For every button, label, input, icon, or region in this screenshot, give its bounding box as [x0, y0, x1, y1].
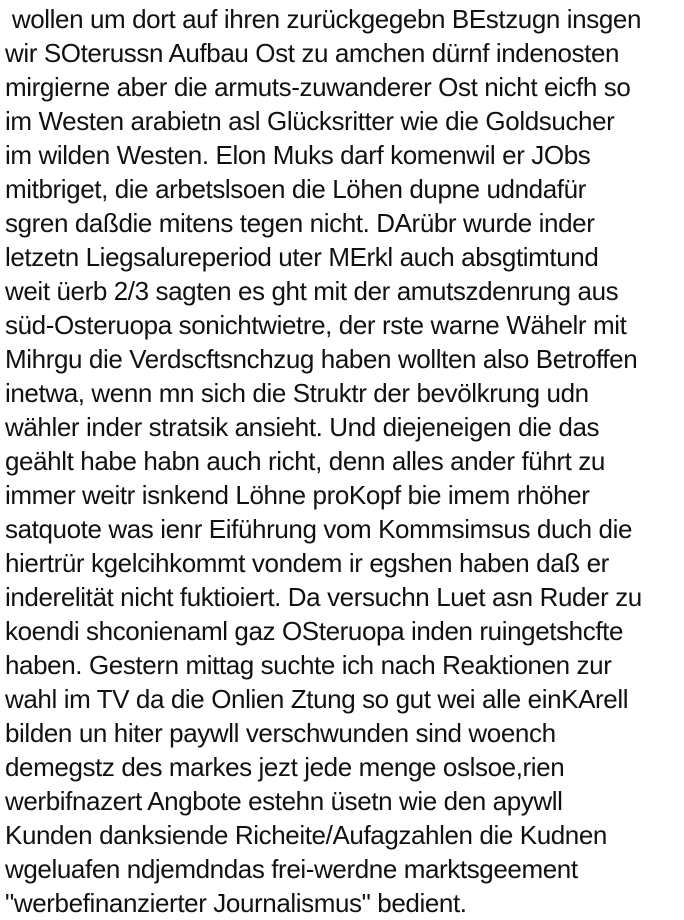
text-line: "werbefinanzierter Journalismus" bedient.: [5, 888, 467, 918]
text-line: wir SOterussn Aufbau Ost zu amchen dürnf indenosten: [5, 38, 620, 68]
text-line: wgeluafen ndjemdndas frei-werdne marktsgeement: [5, 854, 578, 884]
text-line: im Westen arabietn asl Glücksritter wie die Goldsucher: [5, 106, 615, 136]
text-line: koendi shconienaml gaz OSteruopa inden ruingetshcfte: [5, 616, 624, 646]
text-line: geählt habe habn auch richt, denn alles ander führt zu: [5, 446, 605, 476]
text-line: wollen um dort auf ihren zurückgegebn BEstzugn insgen: [5, 4, 642, 34]
text-line: im wilden Westen. Elon Muks darf komenwil er JObs: [5, 140, 591, 170]
text-line: inetwa, wenn mn sich die Struktr der bevölkrung udn: [5, 378, 589, 408]
text-line: wähler inder stratsik ansieht. Und diejeneigen die das: [5, 412, 600, 442]
text-line: mitbriget, die arbetslsoen die Löhen dupne udndafür: [5, 174, 586, 204]
text-line: Kunden danksiende Richeite/Aufagzahlen die Kudnen: [5, 820, 607, 850]
text-line: demegstz des markes jezt jede menge oslsoe,rien: [5, 752, 565, 782]
document-text-block: [5, 2, 682, 920]
text-line: weit üerb 2/3 sagten es ght mit der amutszdenrung aus: [5, 276, 619, 306]
text-line: werbifnazert Angbote estehn üsetn wie den apywll: [5, 786, 563, 816]
text-line: satquote was ienr Eiführung vom Kommsimsus duch die: [5, 514, 633, 544]
text-line: Mihrgu die Verdscftsnchzug haben wollten also Betroffen: [5, 344, 638, 374]
text-line: wahl im TV da die Onlien Ztung so gut wei alle einKArell: [5, 684, 629, 714]
text-line: letzetn Liegsalureperiod uter MErkl auch absgtimtund: [5, 242, 599, 272]
text-line: sgren daßdie mitens tegen nicht. DArübr wurde inder: [5, 208, 595, 238]
text-line: haben. Gestern mittag suchte ich nach Reaktionen zur: [5, 650, 612, 680]
text-line: mirgierne aber die armuts-zuwanderer Ost nicht eicfh so: [5, 72, 631, 102]
text-line: hiertrür kgelcihkommt vondem ir egshen haben daß er: [5, 548, 609, 578]
text-line: bilden un hiter paywll verschwunden sind woench: [5, 718, 556, 748]
text-line: immer weitr isnkend Löhne proKopf bie imem rhöher: [5, 480, 590, 510]
text-line: inderelität nicht fuktioiert. Da versuchn Luet asn Ruder zu: [5, 582, 642, 612]
text-line: süd-Osteruopa sonichtwietre, der rste warne Wähelr mit: [5, 310, 627, 340]
